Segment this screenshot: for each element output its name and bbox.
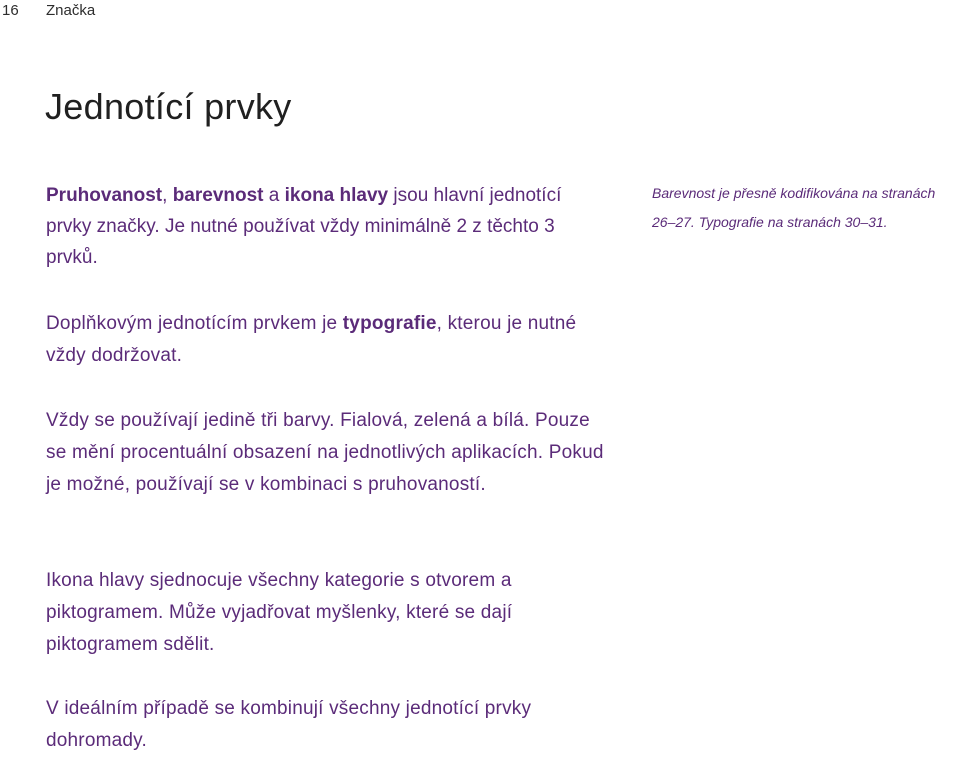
side-note — [652, 179, 958, 237]
page-number: 16 — [2, 2, 19, 19]
intro-bold-colors: barevnost — [172, 185, 264, 206]
colors-paragraph: Vždy se používají jedině tři barvy. Fialová, zelená a bílá. Pouze se mění procentuální obsazení na jednotlivých aplikacích. Pokud je možné, používají se v kombinaci s pruhovaností. — [46, 410, 604, 495]
intro-text-2: a — [263, 185, 285, 206]
section-name: Značka — [46, 2, 96, 19]
typography-paragraph — [46, 308, 606, 372]
intro-bold-head-icon: ikona hlavy — [284, 185, 389, 206]
typography-text-1: Doplňkovým jednotícím prvkem je — [46, 313, 343, 334]
typography-bold: typografie — [342, 313, 437, 334]
intro-bold-stripes: Pruhovanost — [46, 185, 163, 206]
side-note-line-2: 26–27. Typografie na stranách 30–31. — [652, 214, 888, 230]
head-icon-paragraph: Ikona hlavy sjednocuje všechny kategorie s otvorem a piktogramem. Může vyjadřovat myšlenky, které se dají piktogramem sdělit. — [46, 570, 513, 655]
intro-paragraph — [46, 180, 606, 273]
intro-text-3: jsou hlavní jednotící prvky značky. Je nutné používat vždy minimálně 2 z těchto 3 prvků. — [46, 185, 562, 268]
page-title: Jednotící prvky — [45, 86, 292, 127]
ideal-paragraph: V ideálním případě se kombinují všechny jednotící prvky dohromady. — [46, 698, 532, 751]
side-note-line-1: Barevnost je přesně kodifikována na stranách — [652, 185, 936, 201]
intro-text-1: , — [162, 185, 173, 206]
typography-text-2: , kterou je nutné vždy dodržovat. — [46, 313, 577, 366]
